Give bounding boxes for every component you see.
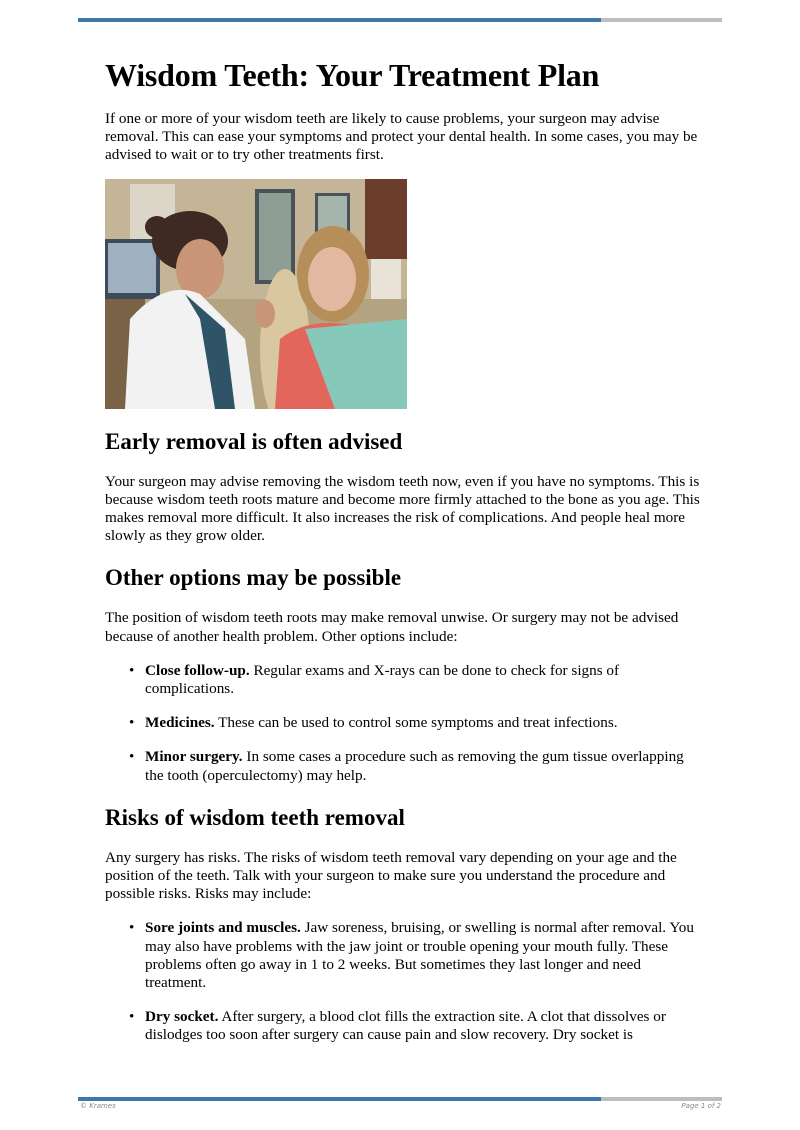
list-item — [145, 919, 705, 992]
section-heading: Risks of wisdom teeth removal — [105, 804, 405, 830]
document-title: Wisdom Teeth: Your Treatment Plan — [105, 57, 600, 93]
document-body — [105, 54, 705, 1045]
list-item-term: Sore joints and muscles. — [145, 919, 301, 937]
page-number: Page 1 of 2 — [681, 1102, 721, 1110]
intro-paragraph: If one or more of your wisdom teeth are likely to cause problems, your surgeon may advise removal. This can ease your symptoms and protect your dental health. In some cases, you may be advised to wait or to try other treatments first. — [105, 110, 698, 164]
footer-rule-accent — [78, 1097, 601, 1101]
list-item-text: Regular exams and X-rays can be done to check for signs of complications. — [145, 661, 620, 698]
list-item-text: Jaw soreness, bruising, or swelling is normal after removal. You may also have problems with the jaw joint or trouble opening your mouth fully. These problems often go away in 1 to 2 weeks. But sometimes they last longer and need treatment. — [145, 919, 694, 992]
list-item-term: Close follow-up. — [145, 661, 250, 679]
header-rule — [78, 18, 722, 22]
section-paragraph: Any surgery has risks. The risks of wisdom teeth removal vary depending on your age and the position of the teeth. Talk with your surgeon to make sure you understand the procedure and possible risks. Risks may include: — [105, 848, 677, 903]
list-item — [145, 714, 705, 732]
section-paragraph: The position of wisdom teeth roots may make removal unwise. Or surgery may not be advised because of another health problem. Other options include: — [105, 609, 679, 645]
list-item — [145, 748, 705, 784]
footer-rule-track — [601, 1097, 722, 1101]
header-rule-track — [601, 18, 722, 22]
list-item-term: Dry socket. — [145, 1008, 219, 1026]
section-heading: Other options may be possible — [105, 565, 402, 591]
list-item-text: In some cases a procedure such as removing the gum tissue overlapping the tooth (operculectomy) may help. — [145, 748, 684, 784]
risks-list — [105, 919, 705, 1044]
list-item — [145, 1008, 705, 1044]
footer-rule — [78, 1097, 722, 1101]
list-item-text: After surgery, a blood clot fills the extraction site. A clot that dissolves or dislodges too soon after surgery can cause pain and slow recovery. Dry socket is — [145, 1008, 666, 1044]
header-rule-accent — [78, 18, 601, 22]
list-item-term: Minor surgery. — [145, 748, 243, 766]
dentist-patient-photo — [105, 179, 407, 409]
options-list — [105, 662, 705, 785]
list-item-term: Medicines. — [145, 714, 215, 732]
section-paragraph: Your surgeon may advise removing the wisdom teeth now, even if you have no symptoms. This is because wisdom teeth roots mature and become more firmly attached to the bone as you age. This makes removal more difficult. It also increases the risk of complications. And people heal more slowly as they grow older. — [105, 472, 700, 545]
list-item — [145, 662, 705, 698]
section-heading: Early removal is often advised — [105, 428, 403, 454]
list-item-text: These can be used to control some symptoms and treat infections. — [214, 714, 618, 732]
copyright-text: © Krames — [80, 1102, 116, 1110]
